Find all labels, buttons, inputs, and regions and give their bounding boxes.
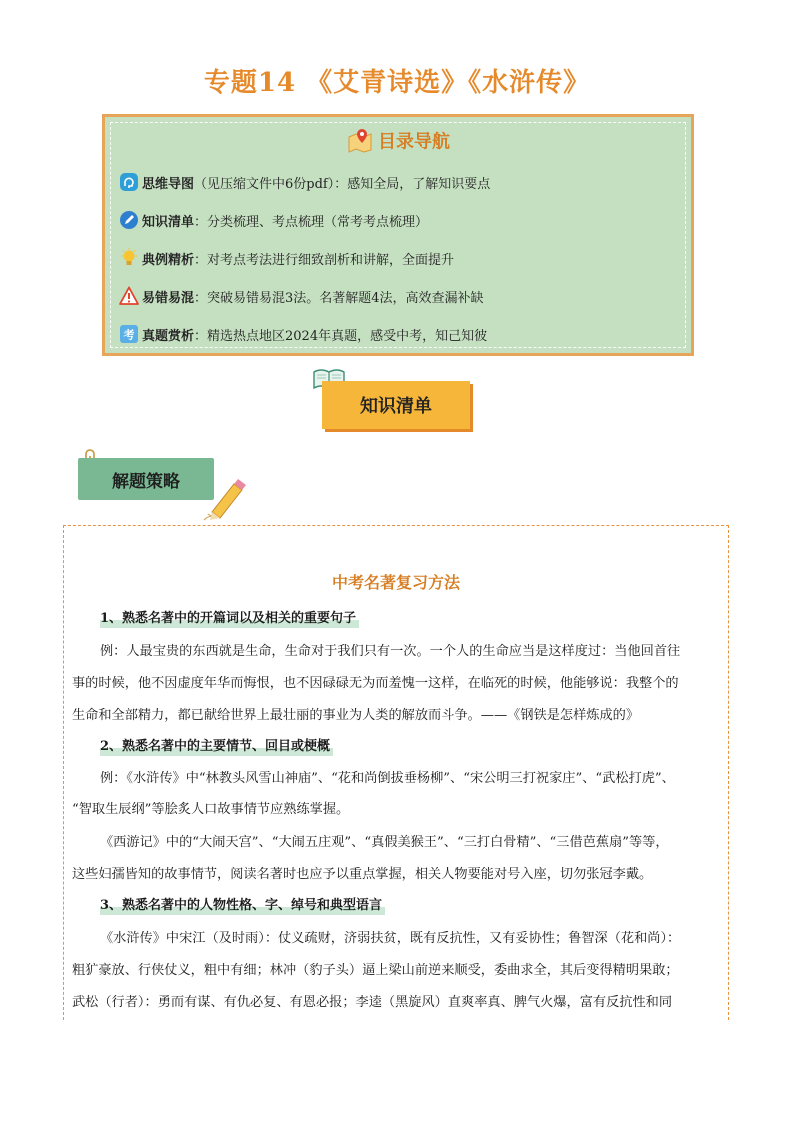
paragraph-line: 《西游记》中的“大闹天宫”、“大闹五庄观”、“真假美猴王”、“三打白骨精”、“三借芭蕉扇”等等，: [100, 835, 669, 850]
nav-item-text: ：精选热点地区2024年真题，感受中考，知己知彼: [194, 328, 488, 344]
strategy-tag: 解题策略: [78, 458, 214, 500]
content-area: [63, 525, 729, 1020]
paragraph-line: 武松（行者）：勇而有谋、有仇必复、有恩必报；李逵（黑旋风）直爽率真、脾气火爆，富有反抗性和同: [72, 995, 673, 1010]
nav-box: [102, 114, 694, 356]
paragraph-line: 生命和全部精力，都已献给世界上最壮丽的事业为人类的解放而斗争。——《钢铁是怎样炼成的》: [72, 708, 640, 723]
nav-item-checklist: [119, 207, 428, 233]
nav-item-key: 思维导图: [142, 176, 195, 192]
pen-icon: [119, 210, 139, 230]
paragraph-line: “智取生辰纲”等脍炙人口故事情节应熟练掌握。: [72, 802, 350, 817]
warning-icon: [119, 286, 139, 306]
nav-item-key: 真题赏析: [142, 328, 195, 344]
map-pin-icon: [346, 127, 374, 158]
nav-item-real-exams: [119, 321, 487, 347]
nav-item-key: 易错易混: [142, 290, 195, 306]
nav-item-text: ：突破易错易混3法。名著解题4法，高效查漏补缺: [194, 290, 484, 306]
nav-heading: [105, 127, 691, 158]
content-title: 中考名著复习方法: [331, 573, 460, 592]
nav-item-key: 典例精析: [142, 252, 195, 268]
paragraph-line: 《水浒传》中宋江（及时雨）：仗义疏财，济弱扶贫，既有反抗性，又有妥协性；鲁智深（花和尚）：: [100, 931, 681, 946]
nav-item-text: ：分类梳理、考点梳理（常考考点梳理）: [194, 214, 429, 230]
nav-item-key: 知识清单: [142, 214, 195, 230]
nav-item-text: ：对考点考法进行细致剖析和讲解，全面提升: [194, 252, 455, 268]
paragraph-line: 这些妇孺皆知的故事情节，阅读名著时也应予以重点掌握，相关人物要能对号入座，切勿张冠李戴。: [72, 867, 653, 882]
paragraph-line: 例：《水浒传》中“林教头风雪山神庙”、“花和尚倒拔垂杨柳”、“宋公明三打祝家庄”、“武松打虎”、: [100, 771, 675, 786]
page-title: 专题14 《艾青诗选》《水浒传》: [203, 68, 591, 98]
lightbulb-icon: [119, 248, 139, 268]
section-heading-2: 2、熟悉名著中的主要情节、回目或梗概: [100, 738, 333, 756]
paragraph-line: 粗犷豪放、行侠仗义，粗中有细；林冲（豹子头）逼上梁山前逆来顺受，委曲求全，其后变得精明果敢；: [72, 963, 679, 978]
svg-text:考: 考: [123, 328, 135, 342]
nav-item-mistakes: [119, 283, 484, 309]
nav-heading-label: 目录导航: [378, 131, 450, 153]
exam-icon: [119, 324, 139, 344]
brain-icon: [119, 172, 139, 192]
section-heading-1: 1、熟悉名著中的开篇词以及相关的重要句子: [100, 610, 359, 628]
paragraph-line: 事的时候，他不因虚度年华而悔恨，也不因碌碌无为而羞愧一这样，在临死的时候，他能够说：我整个的: [72, 676, 679, 691]
section-heading-3: 3、熟悉名著中的人物性格、字、绰号和典型语言: [100, 897, 385, 915]
paragraph-line: 例：人最宝贵的东西就是生命，生命对于我们只有一次。一个人的生命应当是这样度过：当他回首往: [100, 644, 681, 659]
section-banner: 知识清单: [322, 381, 470, 429]
nav-item-examples: [119, 245, 454, 271]
nav-item-text: （见压缩文件中6份pdf）：感知全局，了解知识要点: [194, 176, 491, 192]
pencil-icon: [200, 474, 248, 526]
nav-item-mindmap: [119, 169, 490, 195]
